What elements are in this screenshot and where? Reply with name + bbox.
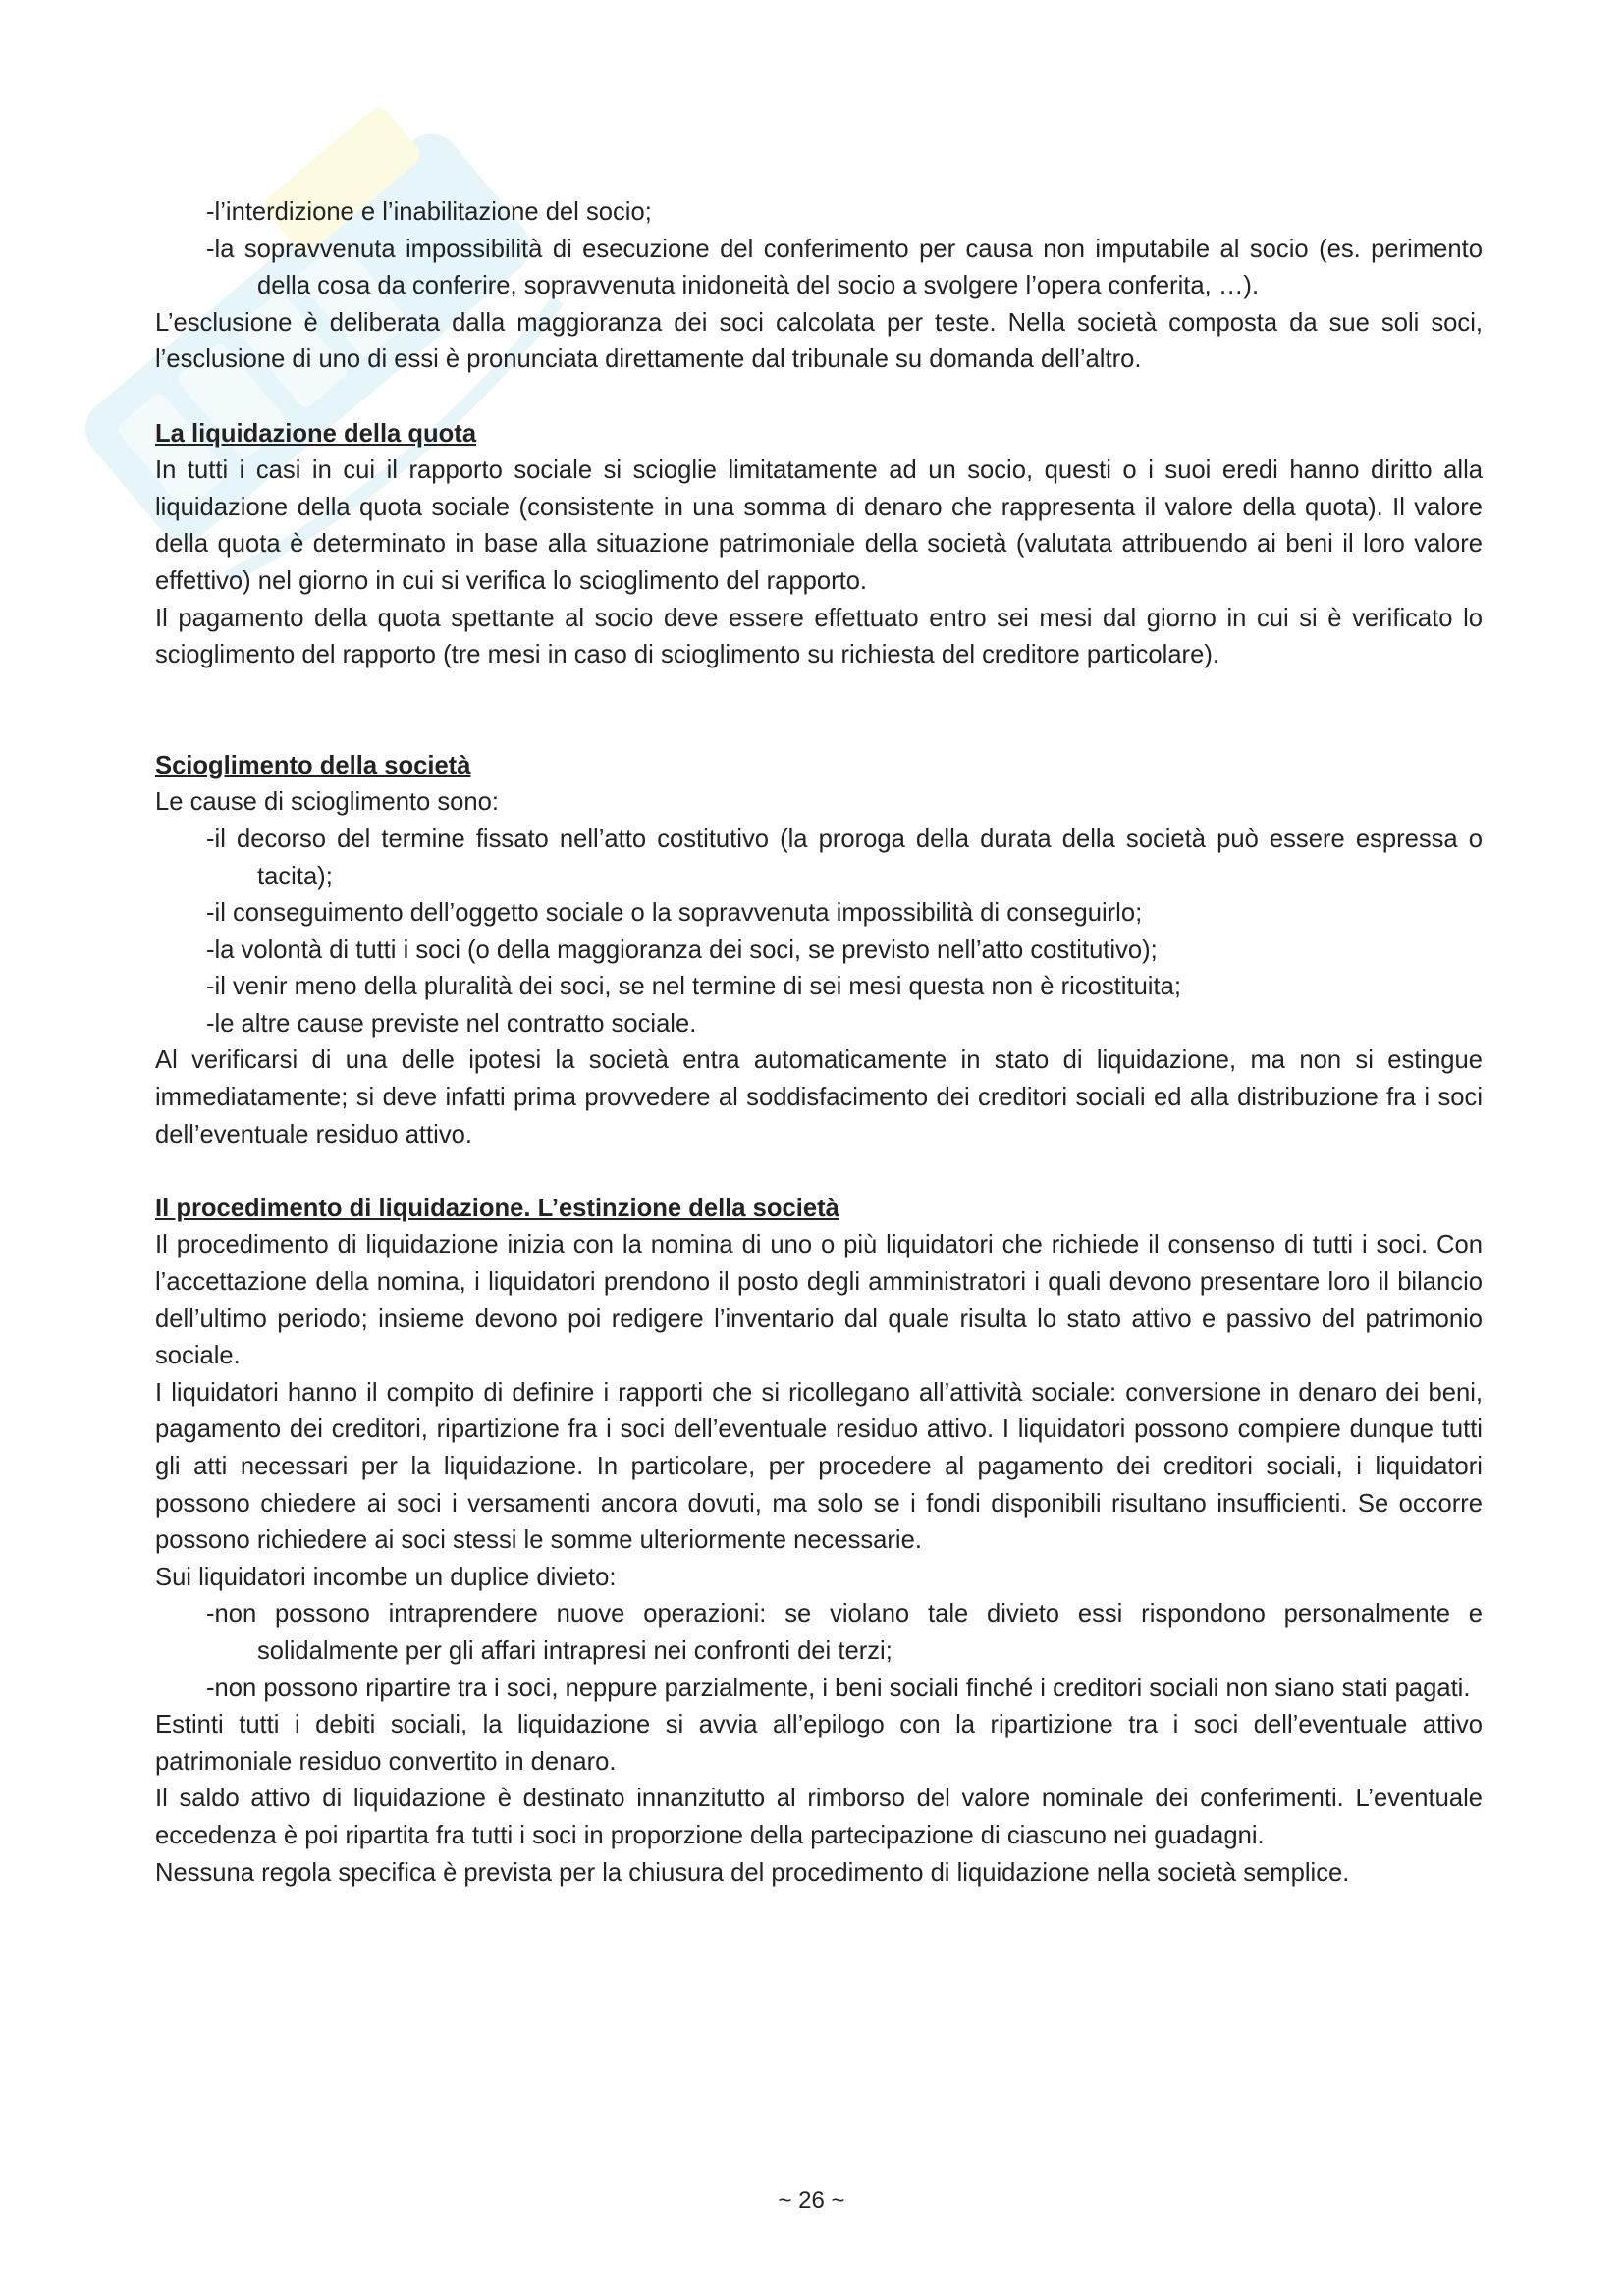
list-item: -le altre cause previste nel contratto sociale. — [206, 1009, 697, 1038]
section-heading-scioglimento: Scioglimento della società — [155, 751, 471, 779]
list-item: -il conseguimento dell’oggetto sociale o la sopravvenuta impossibilità di conseguirlo; — [206, 899, 1143, 928]
section-heading-procedimento: Il procedimento di liquidazione. L’estinzione della società — [155, 1194, 839, 1222]
list-item: -il venir meno della pluralità dei soci, se nel termine di sei mesi questa non è ricostituita; — [206, 973, 1181, 1001]
paragraph: I liquidatori hanno il compito di definire i rapporti che si ricollegano all’attività sociale: conversione in denaro dei beni, pagamento dei creditori, ripartizione fra i soci dell’eventuale residuo attivo. I liquidatori possono compiere dunque tutti gli atti necessari per la liquidazione. In particolare, per procedere al pagamento dei creditori sociali, i liquidatori possono chiedere ai soci i versamenti ancora dovuti, ma solo se i fondi disponibili risultano insufficienti. Se occorre possono richiedere ai soci stessi le somme ulteriormente necessarie. — [155, 1378, 1483, 1555]
list-item: -non possono ripartire tra i soci, neppure parzialmente, i beni sociali finché i creditori sociali non siano stati pagati. — [206, 1674, 1471, 1702]
paragraph: Il pagamento della quota spettante al socio deve essere effettuato entro sei mesi dal giorno in cui si è verificato lo scioglimento del rapporto (tre mesi in caso di scioglimento su richiesta del creditore particolare). — [155, 604, 1483, 669]
paragraph: Estinti tutti i debiti sociali, la liquidazione si avvia all’epilogo con la ripartizione tra i soci dell’eventuale attivo patrimoniale residuo convertito in denaro. — [155, 1711, 1483, 1776]
paragraph: Il procedimento di liquidazione inizia con la nomina di uno o più liquidatori che richiede il consenso di tutti i soci. Con l’accettazione della nomina, i liquidatori prendono il posto degli amministratori i quali devono presentare loro il bilancio dell’ultimo periodo; insieme devono poi redigere l’inventario dal quale risulta lo stato attivo e passivo del patrimonio sociale. — [155, 1231, 1483, 1370]
paragraph: In tutti i casi in cui il rapporto sociale si scioglie limitatamente ad un socio, questi o i suoi eredi hanno diritto alla liquidazione della quota sociale (consistente in una somma di denaro che rappresenta il valore della quota). Il valore della quota è determinato in base alla situazione patrimoniale della società (valutata attribuendo ai beni il loro valore effettivo) nel giorno in cui si verifica lo scioglimento del rapporto. — [155, 456, 1483, 595]
list-item: -l’interdizione e l’inabilitazione del socio; — [206, 198, 652, 226]
list-item: -non possono intraprendere nuove operazioni: se violano tale divieto essi rispondono personalmente e solidalmente per gli affari intrapresi nei confronti dei terzi; — [206, 1600, 1483, 1665]
list-item: -la volontà di tutti i soci (o della maggioranza dei soci, se previsto nell’atto costitutivo); — [206, 935, 1158, 964]
paragraph: Al verificarsi di una delle ipotesi la società entra automaticamente in stato di liquidazione, ma non si estingue immediatamente; si deve infatti prima provvedere al soddisfacimento dei creditori sociali ed alla distribuzione fra i soci dell’eventuale residuo attivo. — [155, 1046, 1483, 1148]
section-heading-liquidazione-quota: La liquidazione della quota — [155, 419, 477, 448]
paragraph: Il saldo attivo di liquidazione è destinato innanzitutto al rimborso del valore nominale dei conferimenti. L’eventuale eccedenza è poi ripartita fra tutti i soci in proporzione della partecipazione di ciascuno nei guadagni. — [155, 1785, 1483, 1849]
list-item: -il decorso del termine fissato nell’atto costitutivo (la proroga della durata della società può essere espressa o tacita); — [206, 825, 1483, 890]
paragraph: L’esclusione è deliberata dalla maggioranza dei soci calcolata per teste. Nella società composta da sue soli soci, l’esclusione di uno di essi è pronunciata direttamente dal tribunale su domanda dell’altro. — [155, 308, 1483, 374]
paragraph: Nessuna regola specifica è prevista per la chiusura del procedimento di liquidazione nella società semplice. — [155, 1858, 1350, 1887]
list-item: -la sopravvenuta impossibilità di esecuzione del conferimento per causa non imputabile al socio (es. perimento della cosa da conferire, sopravvenuta inidoneità del socio a svolgere l’opera conferita, …). — [206, 235, 1483, 300]
document-body — [155, 194, 1483, 1892]
page-number: ~ 26 ~ — [778, 2187, 845, 2214]
paragraph: Sui liquidatori incombe un duplice divieto: — [155, 1563, 617, 1591]
paragraph: Le cause di scioglimento sono: — [155, 788, 499, 817]
